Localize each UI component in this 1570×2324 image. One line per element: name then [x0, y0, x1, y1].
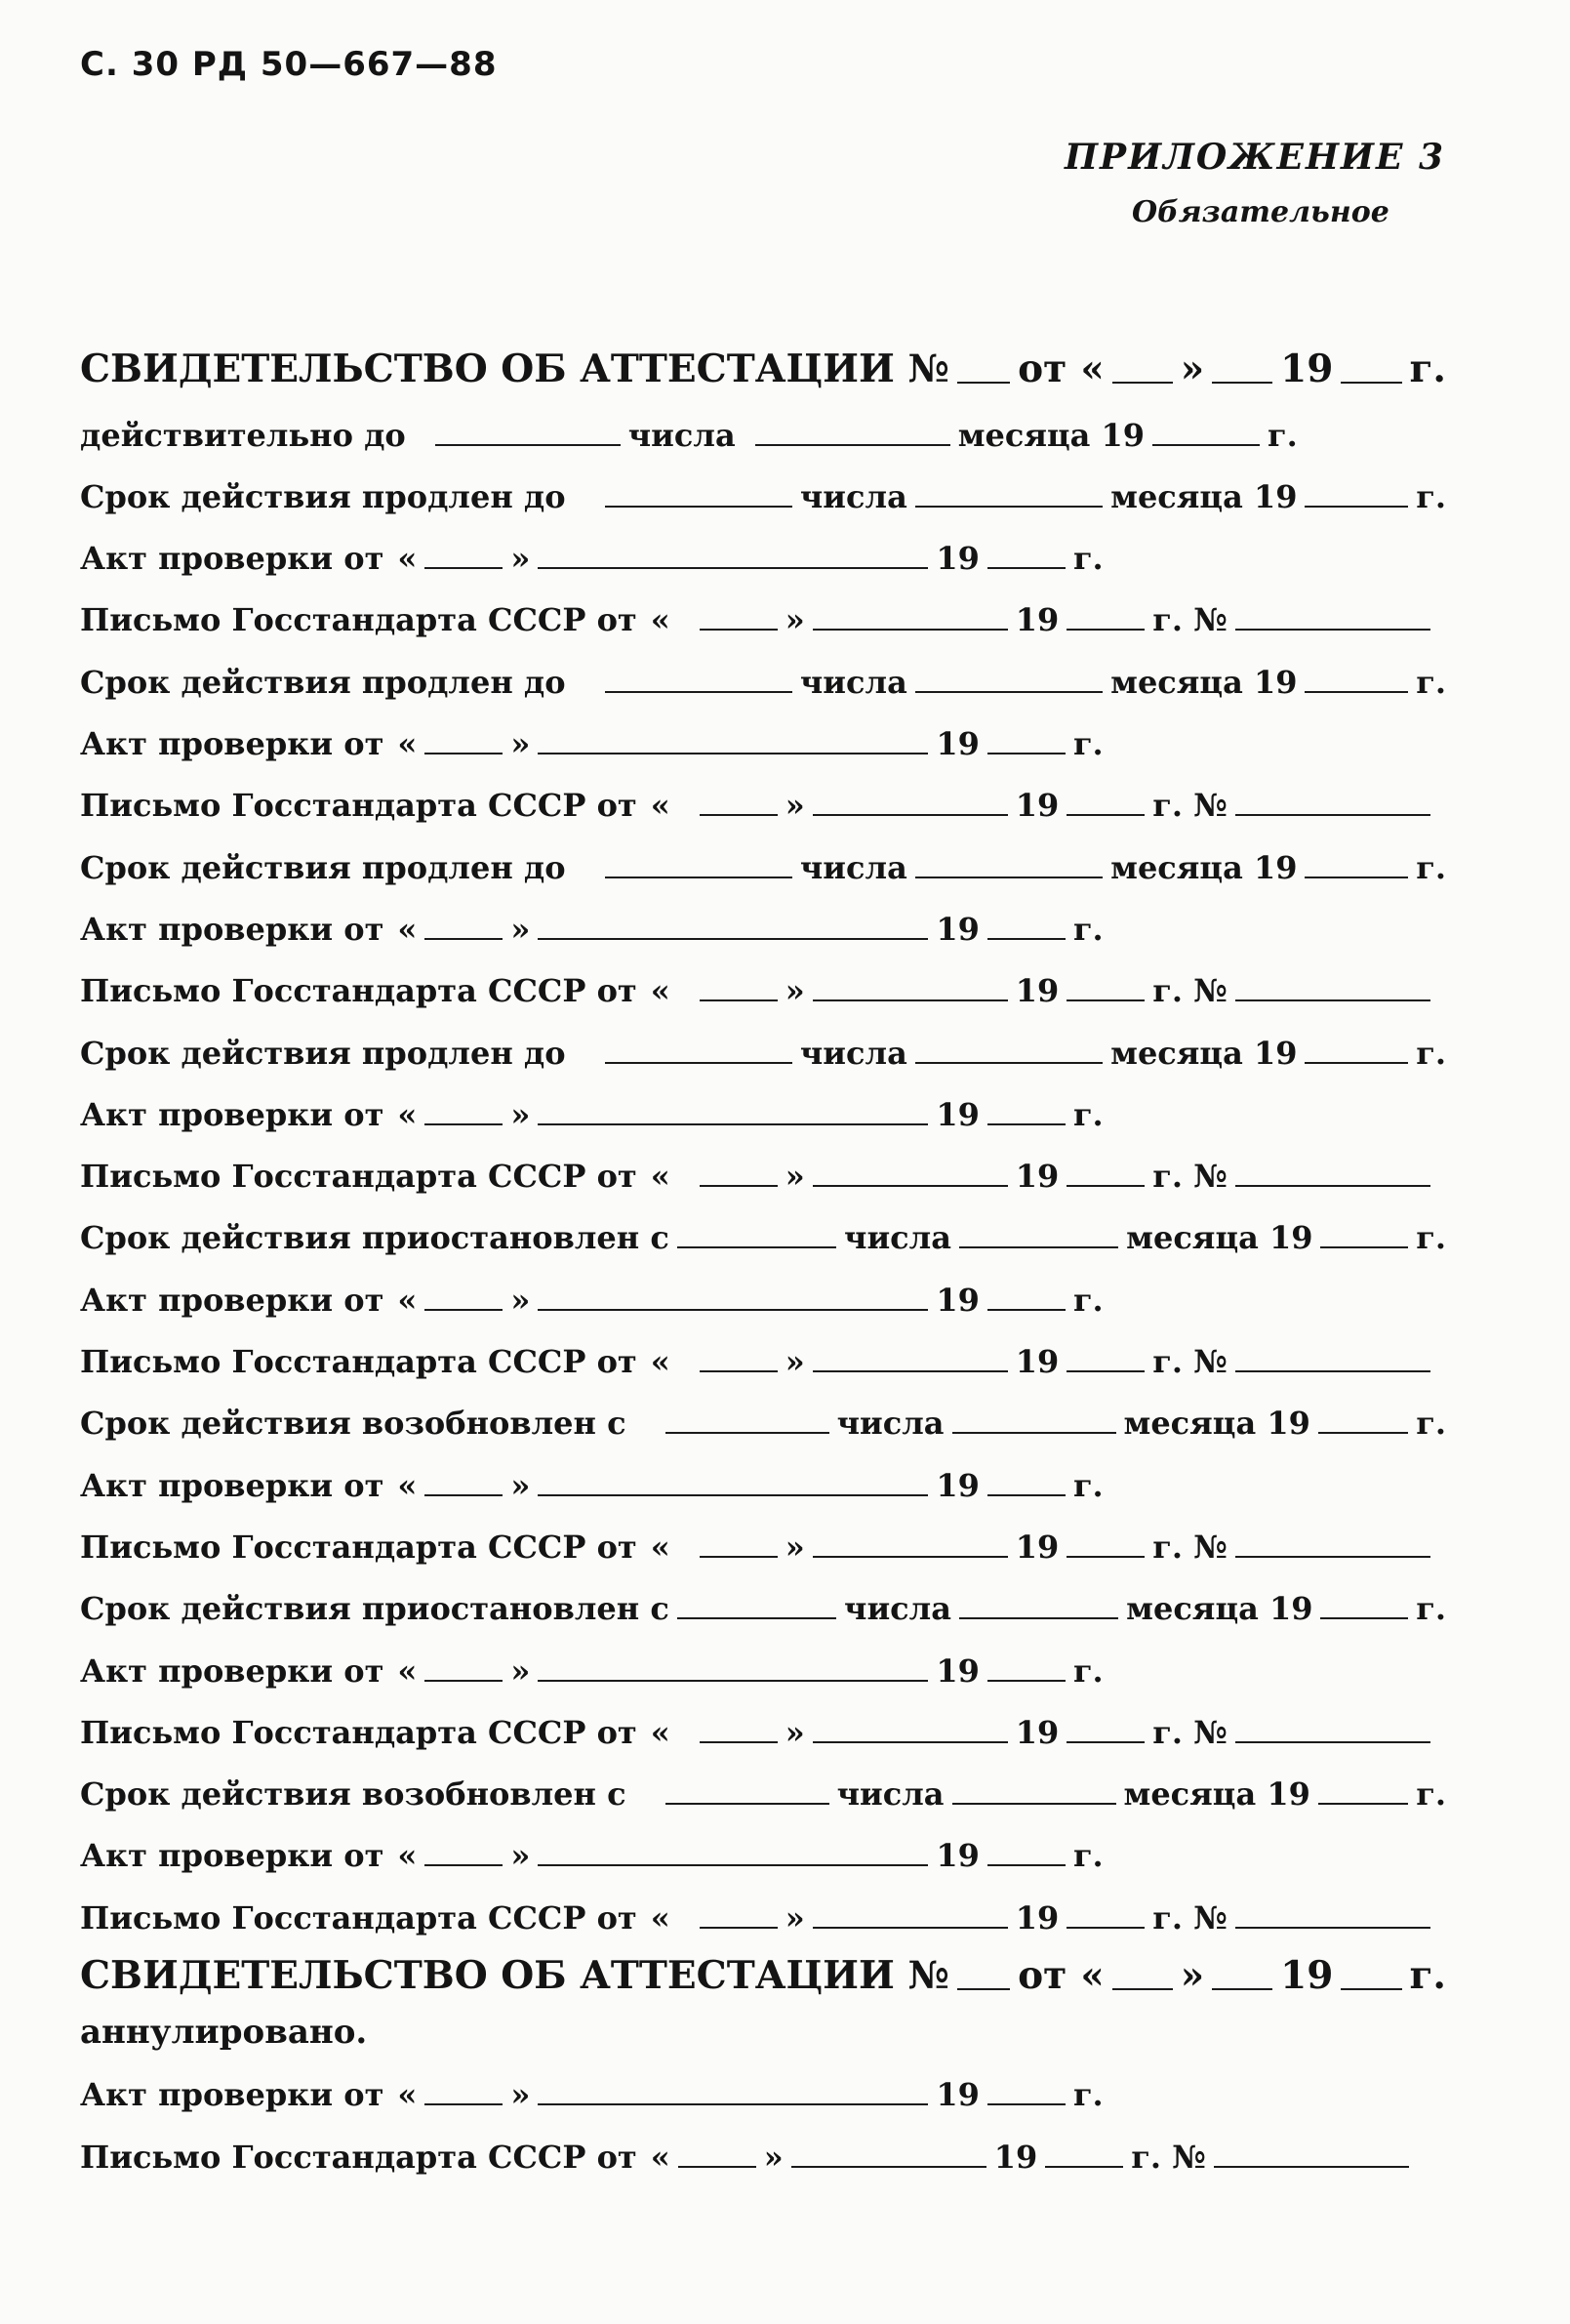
- year-field[interactable]: [1305, 687, 1408, 693]
- act-label: Акт проверки от: [80, 910, 384, 948]
- g-no-label: г. №: [1131, 2138, 1206, 2176]
- letter-label: Письмо Госстандарта СССР от: [80, 2138, 637, 2176]
- letter-row: [80, 1874, 1446, 1936]
- letter-number-field[interactable]: [1235, 810, 1430, 816]
- year-label: 19: [936, 725, 980, 763]
- month-field[interactable]: [791, 2162, 986, 2168]
- letter-row: [80, 1319, 1446, 1380]
- month-field[interactable]: [915, 873, 1103, 878]
- date-day-field[interactable]: [1112, 378, 1173, 384]
- act-label: Акт проверки от: [80, 2076, 384, 2114]
- year-label: 19: [936, 1837, 980, 1875]
- open-quote: «: [650, 1528, 670, 1566]
- open-quote: «: [650, 787, 670, 825]
- day-field[interactable]: [678, 2162, 756, 2168]
- open-quote: «: [1080, 347, 1105, 392]
- open-quote: «: [397, 1466, 418, 1504]
- month-label: месяца 19: [1123, 1775, 1310, 1814]
- year-field[interactable]: [987, 934, 1066, 940]
- year-label: 19: [1015, 972, 1060, 1010]
- month-field[interactable]: [538, 934, 928, 940]
- month-field[interactable]: [538, 1305, 928, 1311]
- year-label: 19: [1015, 1713, 1060, 1751]
- day-label: числа: [836, 1405, 945, 1443]
- g-no-label: г. №: [1152, 1528, 1228, 1566]
- extended-row: [80, 824, 1446, 885]
- date-year-field[interactable]: [1341, 378, 1401, 384]
- certificate-label: СВИДЕТЕЛЬСТВО ОБ АТТЕСТАЦИИ №: [80, 347, 949, 392]
- letter-label: Письмо Госстандарта СССР от: [80, 787, 637, 825]
- day-field[interactable]: [424, 934, 503, 940]
- month-field[interactable]: [538, 2100, 928, 2105]
- year-label: 19: [936, 1095, 980, 1133]
- month-field[interactable]: [813, 1923, 1008, 1929]
- month-field[interactable]: [959, 1613, 1118, 1619]
- month-field[interactable]: [952, 1799, 1116, 1805]
- letter-number-field[interactable]: [1235, 1366, 1430, 1372]
- certificate-label: СВИДЕТЕЛЬСТВО ОБ АТТЕСТАЦИИ №: [80, 1953, 949, 1999]
- act-row: [80, 1256, 1446, 1318]
- g-no-label: г. №: [1152, 1158, 1228, 1196]
- attestation-form: [80, 330, 1446, 2176]
- month-label: месяца 19: [1126, 1219, 1313, 1257]
- year-label: 19: [1015, 601, 1060, 639]
- act-label: Акт проверки от: [80, 1281, 384, 1319]
- annulled-row: [80, 1998, 1446, 2052]
- letter-row: [80, 1690, 1446, 1751]
- month-field[interactable]: [915, 502, 1103, 508]
- letter-row: [80, 1504, 1446, 1566]
- year-field[interactable]: [1067, 1181, 1145, 1187]
- act-label: Акт проверки от: [80, 1651, 384, 1690]
- g-no-label: г. №: [1152, 1898, 1228, 1937]
- day-field[interactable]: [424, 1490, 503, 1496]
- close-quote: »: [1180, 347, 1205, 392]
- letter-number-field[interactable]: [1235, 1181, 1430, 1187]
- day-field[interactable]: [700, 996, 778, 1001]
- resumed-label: Срок действия возобновлен с: [80, 1405, 626, 1443]
- open-quote: «: [650, 2138, 670, 2176]
- date-month-field[interactable]: [1212, 378, 1272, 384]
- letter-row: [80, 1133, 1446, 1195]
- open-quote: «: [1080, 1953, 1105, 1999]
- letter-label: Письмо Госстандарта СССР от: [80, 1528, 637, 1566]
- extended-row: [80, 454, 1446, 515]
- letter-row: [80, 762, 1446, 824]
- act-row: [80, 1813, 1446, 1874]
- month-field[interactable]: [755, 440, 950, 446]
- month-field[interactable]: [813, 996, 1008, 1001]
- year-field[interactable]: [987, 749, 1066, 754]
- g-label: г.: [1268, 416, 1298, 454]
- g-label: г.: [1072, 1651, 1104, 1690]
- open-quote: «: [650, 1158, 670, 1196]
- year-label: 19: [936, 1281, 980, 1319]
- year-field[interactable]: [987, 563, 1066, 569]
- month-label: месяца 19: [1126, 1590, 1313, 1628]
- letter-label: Письмо Госстандарта СССР от: [80, 972, 637, 1010]
- open-quote: «: [397, 910, 418, 948]
- year-field[interactable]: [1067, 996, 1145, 1001]
- act-row: [80, 515, 1446, 577]
- appendix-title: ПРИЛОЖЕНИЕ 3: [1064, 137, 1445, 178]
- act-label: Акт проверки от: [80, 1837, 384, 1875]
- month-field[interactable]: [813, 625, 1008, 631]
- close-quote: »: [785, 1343, 805, 1381]
- close-quote: »: [785, 787, 805, 825]
- day-label: числа: [844, 1590, 951, 1628]
- open-quote: «: [397, 1837, 418, 1875]
- year-field[interactable]: [1318, 1428, 1408, 1434]
- year-field[interactable]: [1067, 625, 1145, 631]
- day-field[interactable]: [700, 625, 778, 631]
- open-quote: «: [397, 1651, 418, 1690]
- year-field[interactable]: [1045, 2162, 1123, 2168]
- open-quote: «: [650, 1713, 670, 1751]
- annulled-label: аннулировано.: [80, 2013, 368, 2053]
- close-quote: »: [510, 2076, 531, 2114]
- day-field[interactable]: [605, 1058, 792, 1064]
- act-row: [80, 1442, 1446, 1503]
- valid-until-label: действительно до: [80, 416, 406, 454]
- day-label: числа: [799, 663, 907, 701]
- act-label: Акт проверки от: [80, 1095, 384, 1133]
- day-field[interactable]: [605, 873, 792, 878]
- letter-number-field[interactable]: [1235, 996, 1430, 1001]
- year-field[interactable]: [1320, 1243, 1408, 1248]
- letter-number-field[interactable]: [1235, 1552, 1430, 1558]
- month-field[interactable]: [915, 1058, 1103, 1064]
- suspended-row: [80, 1195, 1446, 1256]
- year-label: 19: [1015, 1528, 1060, 1566]
- year-field[interactable]: [987, 1490, 1066, 1496]
- act-row: [80, 701, 1446, 762]
- close-quote: »: [785, 1158, 805, 1196]
- year-field[interactable]: [1067, 1366, 1145, 1372]
- close-quote: »: [785, 1528, 805, 1566]
- year-field[interactable]: [1067, 1737, 1145, 1743]
- extended-label: Срок действия продлен до: [80, 663, 566, 701]
- letter-number-field[interactable]: [1214, 2162, 1409, 2168]
- day-label: числа: [799, 477, 907, 515]
- open-quote: «: [397, 1281, 418, 1319]
- g-label: г.: [1409, 1953, 1446, 1999]
- g-no-label: г. №: [1152, 1343, 1228, 1381]
- year-field[interactable]: [1152, 440, 1260, 446]
- day-field[interactable]: [700, 1923, 778, 1929]
- act-row: [80, 2052, 1446, 2113]
- close-quote: »: [763, 2138, 784, 2176]
- day-label: числа: [627, 416, 736, 454]
- year-field[interactable]: [1305, 1058, 1408, 1064]
- close-quote: »: [510, 1837, 531, 1875]
- date-day-field[interactable]: [1112, 1984, 1173, 1990]
- year-field[interactable]: [1305, 502, 1408, 508]
- month-label: месяца 19: [1110, 848, 1298, 886]
- month-label: месяца 19: [1110, 477, 1298, 515]
- year-field[interactable]: [1305, 873, 1408, 878]
- close-quote: »: [785, 601, 805, 639]
- close-quote: »: [510, 540, 531, 578]
- day-field[interactable]: [424, 1676, 503, 1682]
- certificate-row: [80, 330, 1446, 391]
- day-field[interactable]: [700, 1737, 778, 1743]
- month-field[interactable]: [959, 1243, 1118, 1248]
- day-field[interactable]: [424, 1860, 503, 1866]
- act-row: [80, 886, 1446, 948]
- close-quote: »: [510, 1466, 531, 1504]
- month-field[interactable]: [538, 749, 928, 754]
- year-field[interactable]: [1067, 1923, 1145, 1929]
- extended-label: Срок действия продлен до: [80, 477, 566, 515]
- year-label: 19: [1015, 787, 1060, 825]
- letter-row: [80, 948, 1446, 1009]
- letter-number-field[interactable]: [1235, 625, 1430, 631]
- g-label: г.: [1409, 347, 1446, 392]
- g-label: г.: [1072, 725, 1104, 763]
- letter-label: Письмо Госстандарта СССР от: [80, 1343, 637, 1381]
- letter-label: Письмо Госстандарта СССР от: [80, 1158, 637, 1196]
- g-label: г.: [1072, 1095, 1104, 1133]
- valid-until-row: [80, 391, 1446, 453]
- letter-label: Письмо Госстандарта СССР от: [80, 1713, 637, 1751]
- act-row: [80, 1627, 1446, 1689]
- day-field[interactable]: [700, 810, 778, 816]
- g-label: г.: [1416, 848, 1446, 886]
- g-label: г.: [1416, 663, 1446, 701]
- date-year-field[interactable]: [1341, 1984, 1401, 1990]
- year-label: 19: [1015, 1343, 1060, 1381]
- g-label: г.: [1416, 477, 1446, 515]
- day-label: числа: [799, 848, 907, 886]
- year-field[interactable]: [1320, 1613, 1408, 1619]
- year-label: 19: [1015, 1158, 1060, 1196]
- resumed-row: [80, 1751, 1446, 1813]
- g-label: г.: [1072, 2076, 1104, 2114]
- month-field[interactable]: [813, 810, 1008, 816]
- year-label: 19: [936, 910, 980, 948]
- g-label: г.: [1072, 1466, 1104, 1504]
- open-quote: «: [650, 1898, 670, 1937]
- letter-row: [80, 2113, 1446, 2175]
- close-quote: »: [510, 725, 531, 763]
- close-quote: »: [785, 972, 805, 1010]
- year-field[interactable]: [1067, 1552, 1145, 1558]
- g-no-label: г. №: [1152, 601, 1228, 639]
- open-quote: «: [397, 725, 418, 763]
- year-label: 19: [993, 2138, 1038, 2176]
- g-label: г.: [1416, 1034, 1446, 1072]
- year-field[interactable]: [987, 1676, 1066, 1682]
- open-quote: «: [650, 1343, 670, 1381]
- open-quote: «: [397, 1095, 418, 1133]
- year-field[interactable]: [987, 1860, 1066, 1866]
- act-row: [80, 1072, 1446, 1133]
- act-label: Акт проверки от: [80, 725, 384, 763]
- month-field[interactable]: [952, 1428, 1116, 1434]
- month-label: месяца 19: [1110, 1034, 1298, 1072]
- act-label: Акт проверки от: [80, 1466, 384, 1504]
- year-label: 19: [936, 1466, 980, 1504]
- open-quote: «: [397, 540, 418, 578]
- certificate-annul-row: [80, 1937, 1446, 1998]
- page-reference: С. 30 РД 50—667—88: [80, 45, 498, 84]
- extended-row: [80, 1009, 1446, 1071]
- g-label: г.: [1072, 910, 1104, 948]
- letter-label: Письмо Госстандарта СССР от: [80, 1898, 637, 1937]
- resumed-row: [80, 1380, 1446, 1442]
- month-label: месяца 19: [1110, 663, 1298, 701]
- day-field[interactable]: [665, 1428, 829, 1434]
- g-no-label: г. №: [1152, 1713, 1228, 1751]
- suspended-row: [80, 1566, 1446, 1627]
- day-label: числа: [844, 1219, 951, 1257]
- month-field[interactable]: [813, 1737, 1008, 1743]
- close-quote: »: [1180, 1953, 1205, 1999]
- date-month-field[interactable]: [1212, 1984, 1272, 1990]
- certificate-number-field[interactable]: [957, 378, 1010, 384]
- year-label: 19: [1280, 1953, 1334, 1999]
- year-field[interactable]: [987, 2100, 1066, 2105]
- open-quote: «: [650, 601, 670, 639]
- from-label: от: [1018, 1953, 1067, 1999]
- suspended-label: Срок действия приостановлен с: [80, 1219, 669, 1257]
- year-field[interactable]: [987, 1305, 1066, 1311]
- day-field[interactable]: [435, 440, 621, 446]
- day-field[interactable]: [677, 1613, 836, 1619]
- open-quote: «: [397, 2076, 418, 2114]
- suspended-label: Срок действия приостановлен с: [80, 1590, 669, 1628]
- day-field[interactable]: [665, 1799, 829, 1805]
- extended-label: Срок действия продлен до: [80, 1034, 566, 1072]
- year-field[interactable]: [1318, 1799, 1408, 1805]
- month-field[interactable]: [538, 563, 928, 569]
- g-label: г.: [1416, 1590, 1446, 1628]
- day-field[interactable]: [700, 1552, 778, 1558]
- day-field[interactable]: [677, 1243, 836, 1248]
- g-no-label: г. №: [1152, 972, 1228, 1010]
- month-label: месяца 19: [1123, 1405, 1310, 1443]
- day-field[interactable]: [700, 1366, 778, 1372]
- month-field[interactable]: [915, 687, 1103, 693]
- year-field[interactable]: [1067, 810, 1145, 816]
- g-label: г.: [1416, 1405, 1446, 1443]
- month-field[interactable]: [813, 1552, 1008, 1558]
- extended-row: [80, 638, 1446, 700]
- certificate-number-field[interactable]: [957, 1984, 1010, 1990]
- day-label: числа: [799, 1034, 907, 1072]
- close-quote: »: [510, 1651, 531, 1690]
- year-field[interactable]: [987, 1120, 1066, 1125]
- appendix-status: Обязательное: [1132, 195, 1389, 229]
- g-label: г.: [1416, 1775, 1446, 1814]
- open-quote: «: [650, 972, 670, 1010]
- letter-label: Письмо Госстандарта СССР от: [80, 601, 637, 639]
- close-quote: »: [510, 910, 531, 948]
- day-field[interactable]: [424, 2100, 503, 2105]
- day-field[interactable]: [700, 1181, 778, 1187]
- close-quote: »: [785, 1713, 805, 1751]
- g-no-label: г. №: [1152, 787, 1228, 825]
- year-label: 19: [1280, 347, 1334, 392]
- year-label: 19: [1015, 1898, 1060, 1937]
- month-label: месяца 19: [957, 416, 1146, 454]
- letter-row: [80, 577, 1446, 638]
- month-field[interactable]: [538, 1490, 928, 1496]
- act-label: Акт проверки от: [80, 540, 384, 578]
- day-label: числа: [836, 1775, 945, 1814]
- close-quote: »: [510, 1281, 531, 1319]
- g-label: г.: [1072, 540, 1104, 578]
- month-field[interactable]: [538, 1860, 928, 1866]
- day-field[interactable]: [424, 563, 503, 569]
- from-label: от: [1018, 347, 1067, 392]
- month-field[interactable]: [813, 1366, 1008, 1372]
- g-label: г.: [1072, 1837, 1104, 1875]
- day-field[interactable]: [605, 687, 792, 693]
- extended-label: Срок действия продлен до: [80, 848, 566, 886]
- day-field[interactable]: [605, 502, 792, 508]
- month-field[interactable]: [538, 1120, 928, 1125]
- year-label: 19: [936, 2076, 980, 2114]
- year-label: 19: [936, 1651, 980, 1690]
- year-label: 19: [936, 540, 980, 578]
- month-field[interactable]: [813, 1181, 1008, 1187]
- letter-number-field[interactable]: [1235, 1737, 1430, 1743]
- day-field[interactable]: [424, 1120, 503, 1125]
- month-field[interactable]: [538, 1676, 928, 1682]
- close-quote: »: [510, 1095, 531, 1133]
- g-label: г.: [1072, 1281, 1104, 1319]
- close-quote: »: [785, 1898, 805, 1937]
- letter-number-field[interactable]: [1235, 1923, 1430, 1929]
- day-field[interactable]: [424, 749, 503, 754]
- day-field[interactable]: [424, 1305, 503, 1311]
- g-label: г.: [1416, 1219, 1446, 1257]
- resumed-label: Срок действия возобновлен с: [80, 1775, 626, 1814]
